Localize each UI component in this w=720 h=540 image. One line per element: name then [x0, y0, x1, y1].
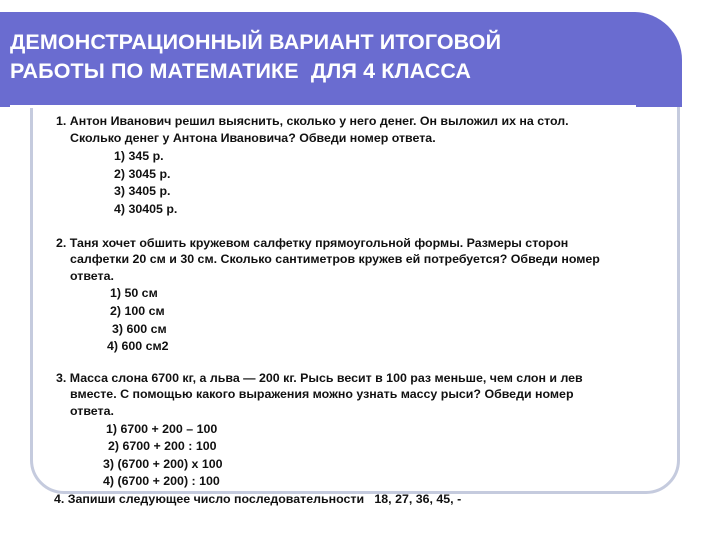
title-line-2: РАБОТЫ ПО МАТЕМАТИКЕ ДЛЯ 4 КЛАССА: [10, 59, 472, 83]
answer-option[interactable]: 1) 6700 + 200 – 100: [106, 421, 218, 436]
title-banner: [0, 12, 682, 107]
answer-option[interactable]: 2) 6700 + 200 : 100: [108, 439, 217, 454]
answer-option[interactable]: 3) 3405 р.: [114, 184, 171, 199]
question-2: [56, 235, 686, 356]
question-2-line-2: салфетки 20 см и 30 см. Сколько сантиметров кружев ей потребуется? Обведи номер: [70, 252, 600, 267]
question-1-line-1: 1. Антон Иванович решил выяснить, сколько у него денег. Он выложил их на стол.: [56, 114, 569, 128]
question-1-line-2: Сколько денег у Антона Ивановича? Обведи номер ответа.: [70, 130, 436, 145]
title-underline: [10, 105, 636, 108]
question-4-line-1: 4. Запиши следующее число последовательности 18, 27, 36, 45, -: [54, 491, 462, 506]
questions-list: [56, 113, 686, 507]
answer-option[interactable]: 1) 345 р.: [114, 149, 164, 164]
question-3-line-1: 3. Масса слона 6700 кг, а льва — 200 кг. Рысь весит в 100 раз меньше, чем слон и лев: [56, 370, 583, 385]
question-3-line-2: вместе. С помощью какого выражения можно узнать массу рыси? Обведи номер: [70, 387, 574, 402]
question-1-options: [56, 148, 686, 218]
answer-option[interactable]: 4) 600 см2: [107, 339, 169, 354]
title-line-1: ДЕМОНСТРАЦИОННЫЙ ВАРИАНТ ИТОГОВОЙ: [10, 30, 502, 54]
page-title: [10, 28, 501, 86]
answer-option[interactable]: 3) 600 см: [112, 321, 167, 336]
question-3-line-3: ответа.: [70, 403, 114, 418]
question-1: [56, 113, 686, 219]
answer-option[interactable]: 4) 30405 р.: [114, 201, 178, 216]
answer-option[interactable]: 3) (6700 + 200) х 100: [103, 456, 223, 471]
answer-option[interactable]: 4) (6700 + 200) : 100: [103, 474, 220, 489]
question-2-line-1: 2. Таня хочет обшить кружевом салфетку прямоугольной формы. Размеры сторон: [56, 235, 569, 250]
answer-option[interactable]: 2) 3045 р.: [114, 166, 171, 181]
question-3-options: [56, 421, 686, 491]
question-4: [54, 491, 686, 508]
answer-option[interactable]: 1) 50 см: [110, 286, 158, 301]
answer-option[interactable]: 2) 100 см: [110, 303, 165, 318]
question-3: [56, 370, 686, 491]
question-2-options: [56, 285, 686, 355]
question-2-line-3: ответа.: [70, 268, 114, 283]
